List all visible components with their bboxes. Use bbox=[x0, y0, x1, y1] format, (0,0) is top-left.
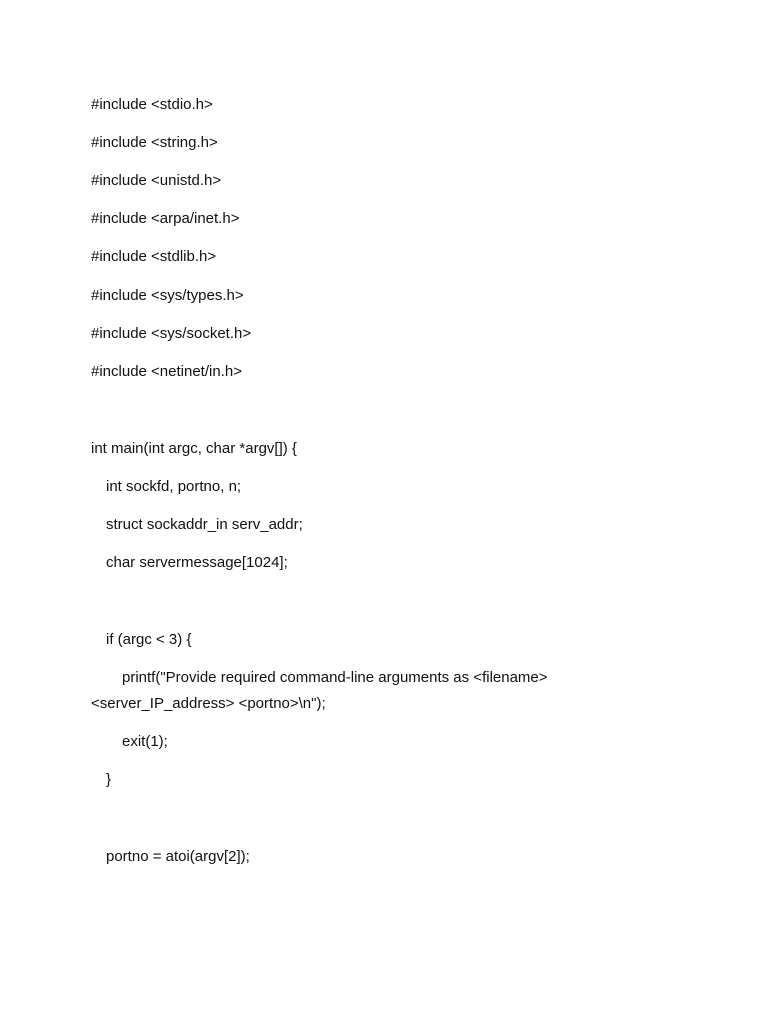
code-line-printf: printf("Provide required command-line arguments as <filename> bbox=[122, 669, 548, 686]
code-line-include-arpa-inet: #include <arpa/inet.h> bbox=[91, 210, 240, 227]
code-line-include-sys-socket: #include <sys/socket.h> bbox=[91, 325, 252, 342]
code-line-if-argc: if (argc < 3) { bbox=[106, 631, 192, 648]
code-line-include-unistd: #include <unistd.h> bbox=[91, 172, 222, 189]
code-line-declare-serv-addr: struct sockaddr_in serv_addr; bbox=[106, 516, 303, 533]
code-line-include-sys-types: #include <sys/types.h> bbox=[91, 287, 244, 304]
code-line-main-signature: int main(int argc, char *argv[]) { bbox=[91, 440, 297, 457]
code-line-declare-ints: int sockfd, portno, n; bbox=[106, 478, 242, 495]
code-line-include-string: #include <string.h> bbox=[91, 134, 218, 151]
code-line-close-brace: } bbox=[106, 771, 112, 788]
code-line-portno-assign: portno = atoi(argv[2]); bbox=[106, 848, 250, 865]
code-line-exit: exit(1); bbox=[122, 733, 168, 750]
code-line-declare-buffer: char servermessage[1024]; bbox=[106, 554, 288, 571]
code-line-include-netinet-in: #include <netinet/in.h> bbox=[91, 363, 242, 380]
code-line-include-stdlib: #include <stdlib.h> bbox=[91, 248, 217, 265]
code-line-printf-continued: <server_IP_address> <portno>\n"); bbox=[91, 695, 326, 712]
code-line-include-stdio: #include <stdio.h> bbox=[91, 96, 213, 113]
